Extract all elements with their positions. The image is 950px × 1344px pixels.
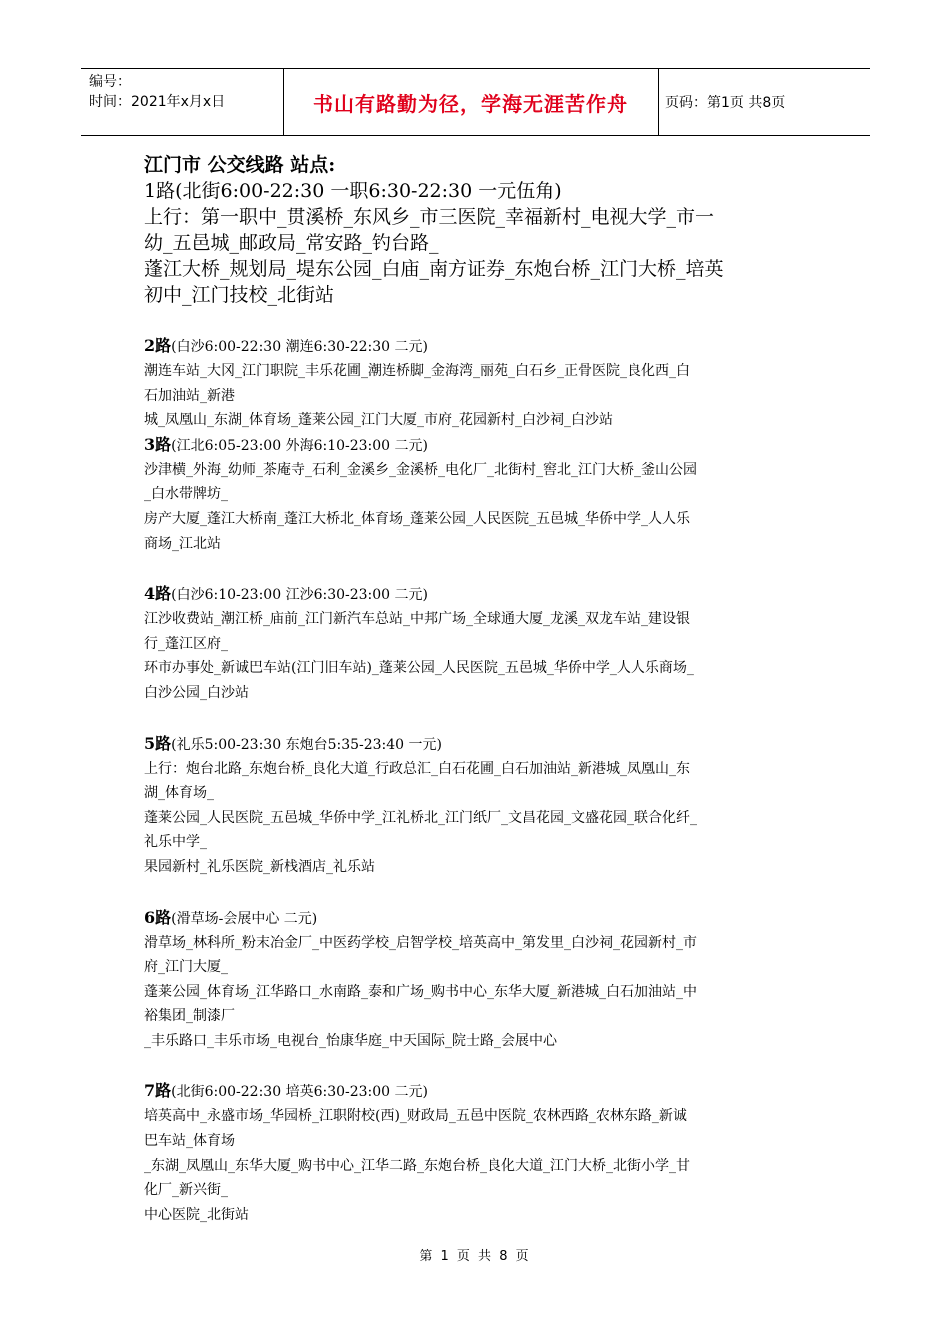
- route-name: 3路: [144, 434, 172, 454]
- route-stops-line: _东湖_凤凰山_东华大厦_购书中心_江华二路_东炮台桥_良化大道_江门大桥_北街小学_甘: [144, 1157, 690, 1174]
- route-stops-line: 府_江门大厦_: [144, 959, 228, 976]
- route-2: [144, 334, 814, 433]
- route-header: [144, 582, 814, 607]
- route-stops-line: 石加油站_新港: [144, 387, 235, 404]
- route-stops-line: _白水带牌坊_: [144, 486, 228, 503]
- route-info: (江北6:05-23:00 外海6:10-23:00 二元): [171, 437, 428, 454]
- route-header: [144, 178, 814, 204]
- route-stops-line: 礼乐中学_: [144, 834, 207, 851]
- route-stops-line: 果园新村_礼乐医院_新栈酒店_礼乐站: [144, 858, 375, 875]
- route-name: 7路: [144, 1081, 172, 1101]
- route-header: [144, 433, 814, 458]
- route-stops-line: 滑草场_林科所_粉末冶金厂_中医药学校_启智学校_培英高中_第发里_白沙祠_花园新村_市: [144, 934, 697, 951]
- route-3: [144, 433, 814, 556]
- route-name: 4路: [144, 584, 172, 604]
- document-body: [144, 152, 814, 1227]
- route-stops-line: 商场_江北站: [144, 535, 221, 552]
- header-page-number: 页码：第1页 共8页: [665, 95, 786, 111]
- route-info: (白沙6:10-23:00 江沙6:30-23:00 二元): [171, 587, 428, 604]
- route-name: 2路: [144, 336, 172, 355]
- route-stops-line: 蓬莱公园_体育场_江华路口_水南路_泰和广场_购书中心_东华大厦_新港城_白石加油站_中: [144, 983, 697, 1000]
- route-stops-line: 培英高中_永盛市场_华园桥_江职附校(西)_财政局_五邑中医院_农林西路_农林东路_新诚: [144, 1108, 687, 1125]
- route-info: (滑草场-会展中心 二元): [171, 910, 318, 927]
- route-stops-line: _丰乐路口_丰乐市场_电视台_怡康华庭_中天国际_院士路_会展中心: [144, 1032, 557, 1049]
- route-info: (白沙6:00-22:30 潮连6:30-22:30 二元): [171, 339, 428, 355]
- route-stops-line: 沙津横_外海_幼师_茶庵寺_石利_金溪乡_金溪桥_电化厂_北街村_窖北_江门大桥_釜山公园: [144, 461, 697, 478]
- route-4: [144, 582, 814, 705]
- route-stops-line: 化厂_新兴街_: [144, 1182, 228, 1199]
- route-stops-line: 幼_五邑城_邮政局_常安路_钓台路_: [144, 232, 439, 254]
- route-name: 5路: [144, 733, 172, 753]
- route-7: [144, 1079, 814, 1227]
- route-stops-line: 潮连车站_大冈_江门职院_丰乐花圃_潮连桥脚_金海湾_丽苑_白石乡_正骨医院_良化西_白: [144, 363, 690, 379]
- route-6: [144, 906, 814, 1054]
- route-info: (北街6:00-22:30 一职6:30-22:30 一元伍角): [175, 180, 562, 202]
- route-stops-line: 行_蓬江区府_: [144, 635, 228, 652]
- page-footer: 第 1 页 共 8 页: [419, 1249, 531, 1264]
- route-info: (北街6:00-22:30 培英6:30-23:00 二元): [171, 1084, 428, 1101]
- route-stops-line: 白沙公园_白沙站: [144, 684, 249, 701]
- route-header: [144, 334, 814, 359]
- route-5: [144, 732, 814, 880]
- document-number-label: 编号：: [89, 74, 131, 90]
- route-name: 1路: [144, 180, 176, 202]
- route-header: [144, 906, 814, 931]
- route-name: 6路: [144, 907, 172, 927]
- page-header: [81, 68, 870, 136]
- header-meta: [89, 72, 279, 112]
- route-stops-line: 巴车站_体育场: [144, 1133, 235, 1150]
- route-stops-line: 中心医院_北街站: [144, 1206, 249, 1223]
- route-stops-line: 房产大厦_蓬江大桥南_蓬江大桥北_体育场_蓬莱公园_人民医院_五邑城_华侨中学_人人乐: [144, 510, 690, 527]
- route-stops-line: 江沙收费站_潮江桥_庙前_江门新汽车总站_中邦广场_全球通大厦_龙溪_双龙车站_建设银: [144, 611, 690, 628]
- route-stops-line: 蓬江大桥_规划局_堤东公园_白庙_南方证券_东炮台桥_江门大桥_培英: [144, 258, 724, 280]
- route-stops-line: 上行：炮台北路_东炮台桥_良化大道_行政总汇_白石花圃_白石加油站_新港城_凤凰山_东: [144, 760, 690, 777]
- route-stops-line: 环市办事处_新诚巴车站(江门旧车站)_蓬莱公园_人民医院_五邑城_华侨中学_人人乐商场_: [144, 660, 694, 677]
- route-header: [144, 1079, 814, 1104]
- route-stops-line: 初中_江门技校_北街站: [144, 284, 335, 306]
- route-info: (礼乐5:00-23:30 东炮台5:35-23:40 一元): [171, 736, 442, 753]
- header-motto: 书山有路勤为径，学海无涯苦作舟: [313, 91, 628, 116]
- document-title: 江门市 公交线路 站点:: [144, 154, 336, 176]
- document-time-label: 时间：2021年x月x日: [89, 94, 226, 110]
- route-stops-line: 上行：第一职中_贯溪桥_东风乡_市三医院_幸福新村_电视大学_市一: [144, 206, 715, 228]
- route-1: [144, 178, 814, 308]
- route-stops-line: 裕集团_制漆厂: [144, 1008, 235, 1025]
- route-stops-line: 城_凤凰山_东湖_体育场_蓬莱公园_江门大厦_市府_花园新村_白沙祠_白沙站: [144, 412, 613, 429]
- header-divider-right: [658, 69, 659, 135]
- route-stops-line: 湖_体育场_: [144, 785, 214, 802]
- route-stops-line: 蓬莱公园_人民医院_五邑城_华侨中学_江礼桥北_江门纸厂_文昌花园_文盛花园_联合化纤_: [144, 809, 697, 826]
- route-header: [144, 732, 814, 757]
